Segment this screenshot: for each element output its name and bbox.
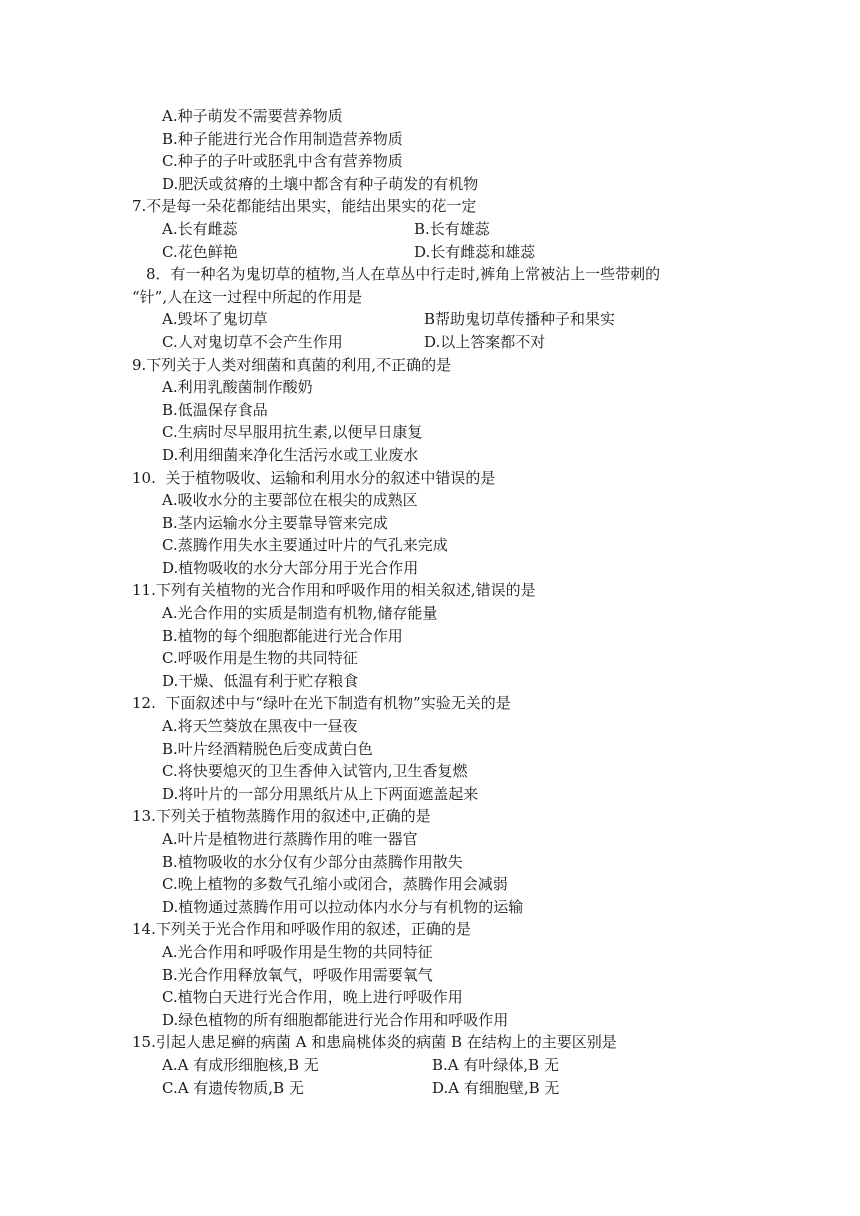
q10-option-a: A.吸收水分的主要部位在根尖的成熟区	[162, 491, 418, 510]
q8-option-c: C.人对鬼切草不会产生作用	[162, 332, 343, 351]
q13-option-c: C.晚上植物的多数气孔缩小或闭合，蒸腾作用会减弱	[162, 875, 508, 894]
q9-option-d: D.利用细菌来净化生活污水或工业废水	[162, 445, 419, 464]
q9-option-c: C.生病时尽早服用抗生素,以便早日康复	[162, 423, 423, 442]
q12-option-c: C.将快要熄灭的卫生香伸入试管内,卫生香复燃	[162, 762, 468, 781]
q15-options-row-2	[0, 1077, 860, 1100]
q12-option-b: B.叶片经酒精脱色后变成黄白色	[162, 739, 373, 758]
q7-options-row-2	[0, 241, 860, 264]
q14-stem: 14.下列关于光合作用和呼吸作用的叙述，正确的是	[132, 920, 471, 939]
q15-stem: 15.引起人患足癣的病菌 A 和患扁桃体炎的病菌 B 在结构上的主要区别是	[132, 1033, 617, 1052]
q15-option-b: B.A 有叶绿体,B 无	[432, 1055, 559, 1074]
q11-option-a: A.光合作用的实质是制造有机物,储存能量	[162, 604, 438, 623]
q15-option-d: D.A 有细胞壁,B 无	[432, 1078, 560, 1097]
q9-option-a: A.利用乳酸菌制作酸奶	[162, 378, 313, 397]
q6-option-a: A.种子萌发不需要营养物质	[162, 107, 343, 125]
q7-stem: 7.不是每一朵花都能结出果实，能结出果实的花一定	[132, 197, 477, 216]
q12-option-d: D.将叶片的一部分用黑纸片从上下两面遮盖起来	[162, 784, 479, 803]
q8-stem: 8．有一种名为鬼切草的植物,当人在草丛中行走时,裤角上常被沾上一些带刺的	[146, 265, 661, 284]
q10-stem: 10. 关于植物吸收、运输和利用水分的叙述中错误的是	[132, 468, 496, 487]
q13-option-d: D.植物通过蒸腾作用可以拉动体内水分与有机物的运输	[162, 897, 524, 916]
q9-option-b: B.低温保存食品	[162, 400, 268, 419]
q14-option-a: A.光合作用和呼吸作用是生物的共同特征	[162, 942, 433, 961]
q14-option-d: D.绿色植物的所有细胞都能进行光合作用和呼吸作用	[162, 1010, 509, 1029]
q6-option-d: D.肥沃或贫瘠的土壤中都含有种子萌发的有机物	[162, 174, 479, 193]
q11-option-b: B.植物的每个细胞都能进行光合作用	[162, 626, 403, 645]
q6-option-b: B.种子能进行光合作用制造营养物质	[162, 129, 403, 148]
q8-stem-continued: “针”,人在这一过程中所起的作用是	[132, 287, 363, 306]
q6-option-c: C.种子的子叶或胚乳中含有营养物质	[162, 152, 403, 171]
q7-option-b: B.长有雄蕊	[414, 219, 490, 238]
q13-option-b: B.植物吸收的水分仅有少部分由蒸腾作用散失	[162, 852, 463, 871]
q11-option-c: C.呼吸作用是生物的共同特征	[162, 649, 358, 668]
q10-option-c: C.蒸腾作用失水主要通过叶片的气孔来完成	[162, 536, 448, 555]
q15-option-a: A.A 有成形细胞核,B 无	[162, 1055, 319, 1074]
q12-stem: 12. 下面叙述中与“绿叶在光下制造有机物”实验无关的是	[132, 694, 511, 713]
q8-option-a: A.毁坏了鬼切草	[162, 310, 268, 329]
q12-option-a: A.将天竺葵放在黑夜中一昼夜	[162, 717, 358, 736]
q8-options-row-1	[0, 308, 860, 331]
q10-option-d: D.植物吸收的水分大部分用于光合作用	[162, 558, 419, 577]
q7-option-c: C.花色鲜艳	[162, 242, 238, 261]
q8-options-row-2	[0, 331, 860, 354]
q8-option-d: D.以上答案都不对	[424, 332, 546, 351]
q8-option-b: B帮助鬼切草传播种子和果实	[424, 310, 616, 329]
q9-stem: 9.下列关于人类对细菌和真菌的利用,不正确的是	[132, 355, 452, 374]
q11-stem: 11.下列有关植物的光合作用和呼吸作用的相关叙述,错误的是	[132, 581, 536, 600]
q7-option-a: A.长有雌蕊	[162, 219, 238, 238]
q10-option-b: B.茎内运输水分主要靠导管来完成	[162, 513, 388, 532]
q11-option-d: D.干燥、低温有利于贮存粮食	[162, 671, 359, 690]
q7-options-row-1	[0, 218, 860, 241]
q7-option-d: D.长有雌蕊和雄蕊	[414, 242, 536, 261]
exam-page	[0, 105, 860, 1099]
q15-options-row-1	[0, 1054, 860, 1077]
q13-stem: 13.下列关于植物蒸腾作用的叙述中,正确的是	[132, 807, 431, 826]
q14-option-c: C.植物白天进行光合作用，晚上进行呼吸作用	[162, 988, 463, 1007]
q15-option-c: C.A 有遗传物质,B 无	[162, 1078, 304, 1097]
q13-option-a: A.叶片是植物进行蒸腾作用的唯一器官	[162, 830, 418, 848]
q14-option-b: B.光合作用释放氧气，呼吸作用需要氧气	[162, 965, 433, 984]
